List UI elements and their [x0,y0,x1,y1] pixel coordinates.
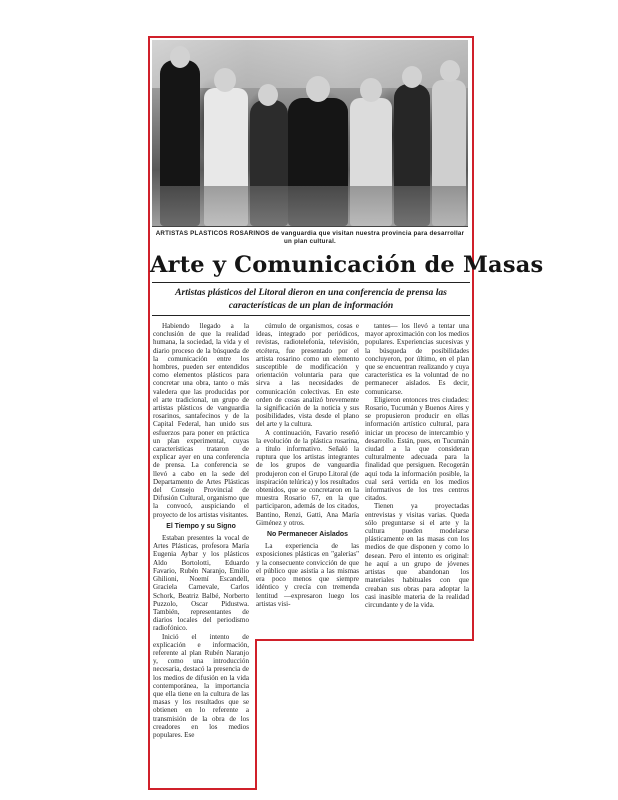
column-3-paragraph-2: Eligieron entonces tres ciudades: Rosario, Tucumán y Buenos Aires y se propusieron producir en ellas información artístico cultural, para iniciar un proceso de intercambio y desarrollo. Están, pues, en Tucumán ciudad a la que consideran culturalmente adecuada para la finalidad que persiguen. Recogerán aquí toda la información posible, la cual será vertida en los medios informativos de los tres centros citados. [365,395,469,503]
photo-caption: ARTISTAS PLASTICOS ROSARINOS de vanguardia que visitan nuestra provincia para desarrollar un plan cultural. [155,230,465,245]
section-heading-no-permanecer: No Permanecer Aislados [267,531,348,539]
column-1-paragraph-3: Inició el intento de explicación e información, referente al plan Rubén Naranjo y, como una introducción necesaria, destacó la presencia de los medios de difusión en la vida contemporánea, la importancia que ella tiene en la cultura de las masas y los resultados que se obtienen en lo referente a transmisión de la obra de los creadores en los medios populares. Ese [153,632,249,739]
article-column-1 [153,322,249,788]
article-column-2 [256,322,359,786]
article-subheadline: Artistas plásticos del Litoral dieron en una conferencia de prensa las características de un plan de información [152,282,470,316]
article-headline: Arte y Comunicación de Masas [150,252,544,278]
column-1-paragraph-2: Estaban presentes la vocal de Artes Plásticas, profesora María Eugenia Aybar y los plásticos Aldo Bortolotti, Eduardo Favario, Rubén Naranjo, Emilio Ghilioni, Noemí Escandell, Graciela Carnevale, Carlos Schork, Beatriz Balbé, Norberto Puzzolo, Oscar Pidustwa. También, representantes de diarios locales del periodismo radiofónico. [153,534,249,633]
column-2-paragraph-2: A continuación, Favario reseñó la evolución de la plástica rosarina, a título informativo. Señaló la ruptura que los artistas integrantes de los grupos de vanguardia produjeron con el Grupo Litoral (de inspiración telúrica) y los resultados obtenidos, que se concretaron en la muestra Rosario 67, en la que participaron, además de los citados, Bantino, Renzi, Gatti, Ana María Giménez y otros. [256,428,359,527]
section-heading-el-tiempo: El Tiempo y su Signo [166,522,236,530]
column-2-paragraph-3: La experiencia de las exposiciones plásticas en "galerías" y la consecuente convicción de que el público que asistía a las mismas era poco menos que siempre idéntico y crecía con tremenda lentitud —expresaron luego los artistas visi- [256,542,359,608]
column-3-paragraph-1: tantes— los llevó a tentar una mayor aproximación con los medios populares. Experiencias sucesivas y la búsqueda de posibilidades concluyeron, por último, en el plan que se encuentran realizando y cuya característica es la voluntad de no permanecer aislados. Es decir, comunicarse. [365,322,469,396]
column-1-paragraph-1: Habiendo llegado a la conclusión de que la realidad humana, la sociedad, la vida y el diario proceso de la búsqueda de la comunicación entre los hombres, pueden ser entendidos como elementos plásticos para concretar una obra, tanto o más valedera que las producidas por el arte tradicional, un grupo de artistas plásticos de vanguardia rosarinos, santafecinos y de la Capital Federal, han unido sus esfuerzos para poner en práctica un plan experimental, cuyas características trataron de explicar ayer en una conferencia de prensa. La conferencia se llevó a cabo en la sede del Departamento de Artes Plásticas del Consejo Provincial de Difusión Cultural, organismo que la convocó, auspiciando el proyecto de los artistas visitantes. [153,322,249,519]
article-column-3 [365,322,469,642]
news-photo [152,40,468,227]
column-2-paragraph-1: cúmulo de organismos, cosas e ideas, integrado por periódicos, revistas, radiotelefonía, televisión, etcétera, fue presentado por el artista rosarino como un elemento susceptible de modificación y orientación voluntaria para que sirva a las necesidades de comunicación colectivas. En este orden de cosas analizó brevemente la significación de la noticia y sus posibilidades, vista desde el plano del arte y la cultura. [256,322,359,429]
column-3-paragraph-3: Tienen ya proyectadas entrevistas y visitas varias. Queda sólo preguntarse si el arte y la cultura pueden modelarse plásticamente en las masas con los medios de que disponen y como lo desean. Pero el intento es original: he aquí a un grupo de jóvenes artistas que abandonan los materiales habituales con que creaban sus obras para adoptar la casi inasible materia de la realidad circundante y de la vida. [365,502,469,609]
